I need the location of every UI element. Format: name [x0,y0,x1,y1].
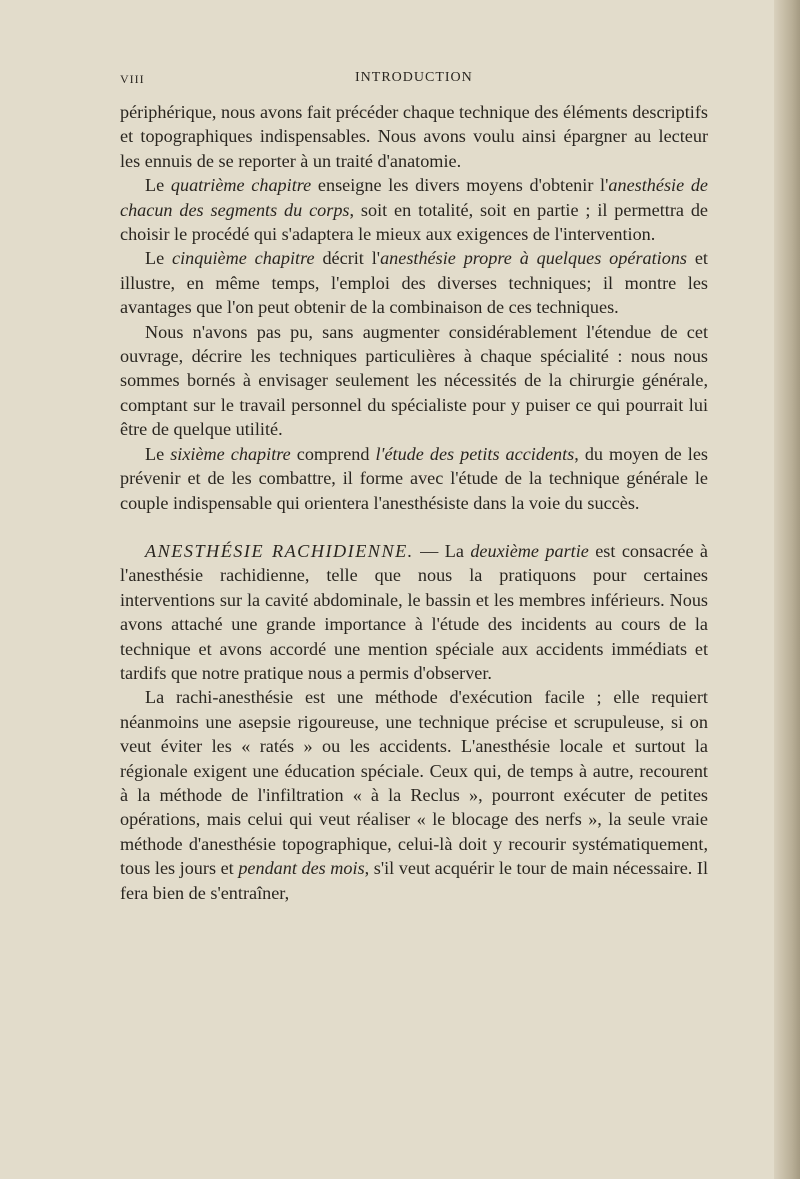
paragraph-chapter-six: Le sixième chapitre comprend l'étude des petits accidents, du moyen de les prévenir et de les combattre, il forme avec l'étude de la technique générale le couple indispensable qui orientera l'anesthésiste dans la voie du succès. [120,443,708,513]
chapter-five-title: cinquième chapitre [172,248,315,269]
body-text [120,100,708,905]
page-header [120,70,710,90]
paragraph-rachidienne: ANESTHÉSIE RACHIDIENNE. — La deuxième partie est consacrée à l'anesthésie rachidienne, telle que nous la pratiquons pour certaines interventions sur la cavité abdominale, le bassin et les membres inférieurs. Nous avons attaché une grande importance à l'étude des incidents au cours de la technique et avons accordé une mention spéciale aux accidents immédiats et tardifs que notre pratique nous a permis d'observer. [120,540,708,683]
chapter-five-subject: anesthésie propre à quelques opérations [380,248,687,269]
running-title: INTRODUCTION [355,70,473,85]
chapter-four-subject: anesthésie de chacun des segments du corps [120,175,708,220]
part-two-title: deuxième partie [470,540,589,561]
section-heading: ANESTHÉSIE RACHIDIENNE. [145,540,414,561]
page-edge-shadow [774,0,800,1179]
chapter-six-subject: l'étude des petits accidents [375,443,575,464]
paragraph-specialties: Nous n'avons pas pu, sans augmenter considérablement l'étendue de cet ouvrage, décrire les techniques particulières à chaque spécialité : nous nous sommes bornés à envisager seulement les nécessités de la chirurgie générale, comptant sur le travail personnel du spécialiste pour y puiser ce qui pourrait lui être de quelque utilité. [120,321,708,440]
page-number: VIII [120,72,145,86]
chapter-six-title: sixième chapitre [170,443,291,464]
emphasis-pendant-des-mois: pendant des mois [238,858,365,879]
paragraph-chapter-four: Le quatrième chapitre enseigne les divers moyens d'obtenir l'anesthésie de chacun des segments du corps, soit en totalité, soit en partie ; il permettra de choisir le procédé qui s'adaptera le mieux aux exigences de l'intervention. [120,175,709,245]
paragraph-chapter-five: Le cinquième chapitre décrit l'anesthésie propre à quelques opérations et illustre, en même temps, l'emploi des diverses techniques; il montre les avantages que l'on peut obtenir de la combinaison de ces techniques. [120,248,708,318]
paragraph-continuation: périphérique, nous avons fait précéder chaque technique des éléments descriptifs et topographiques indispensables. Nous avons voulu ainsi épargner au lecteur les ennuis de se reporter à un traité d'anatomie. [120,102,708,171]
chapter-four-title: quatrième chapitre [170,175,312,196]
paragraph-rachi-anesthesie: La rachi-anesthésie est une méthode d'exécution facile ; elle requiert néanmoins une asepsie rigoureuse, une technique précise et scrupuleuse, si on veut éviter les « ratés » ou les accidents. L'anesthésie locale et surtout la régionale exigent une éducation spéciale. Ceux qui, de temps à autre, recourent à la méthode de l'infiltration « à la Reclus », pourront exécuter de petites opérations, mais celui qui veut réaliser « le blocage des nerfs », la seule vraie méthode d'anesthésie topographique, celui-là doit y recourir systématiquement, tous les jours et pendant des mois, s'il veut acquérir le tour de main nécessaire. Il fera bien de s'entraîner, [120,687,709,903]
